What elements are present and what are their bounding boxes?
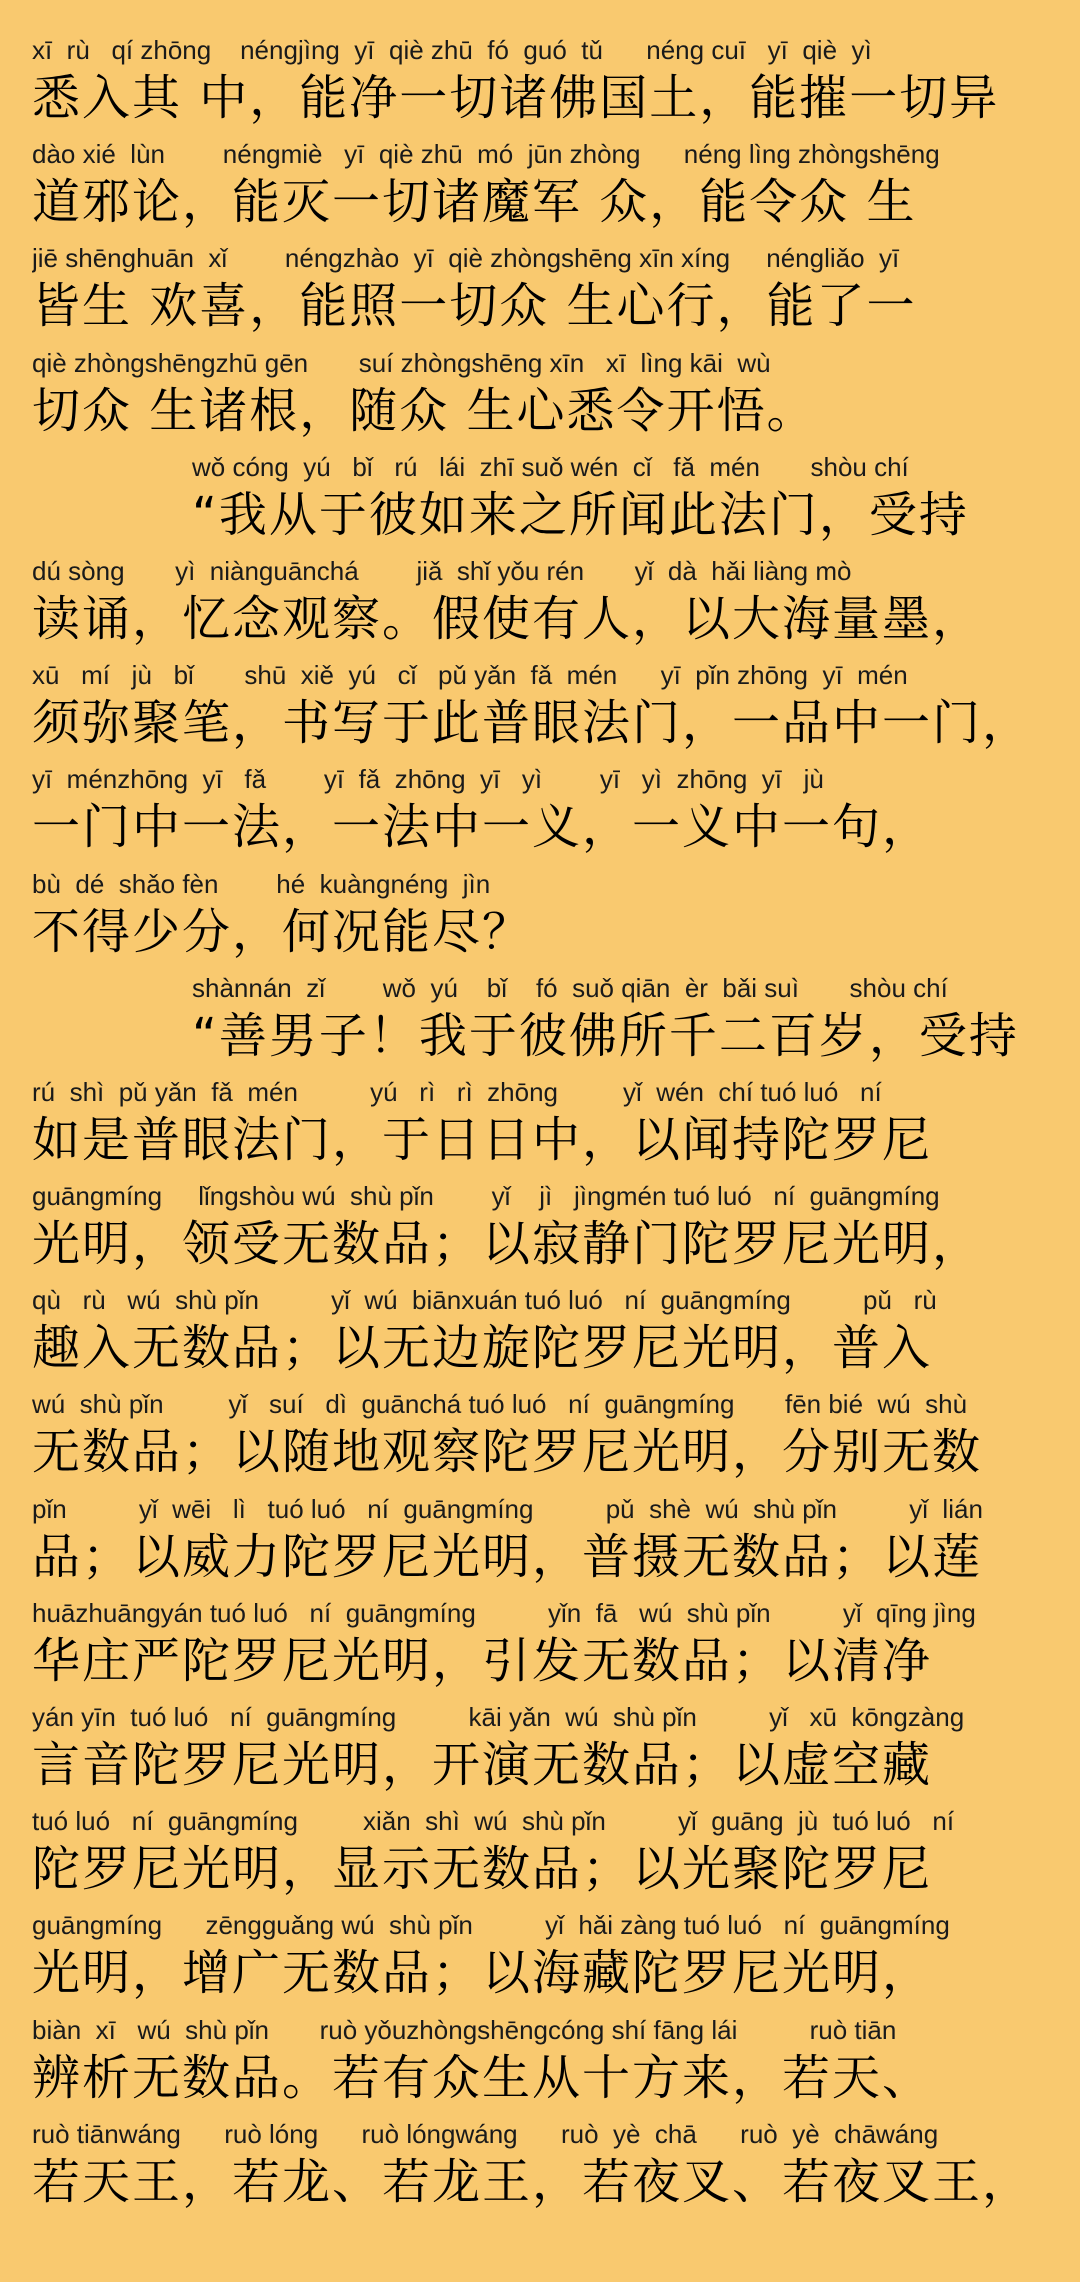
text-line-3 bbox=[32, 238, 1072, 342]
hanzi-row: 陀罗尼光明，显示无数品；以光聚陀罗尼 bbox=[32, 1841, 933, 1898]
text-line-8 bbox=[32, 759, 1072, 863]
pinyin-row: tuó luó ní guāngmíng xiǎn shì wú shù pǐn yǐ guāng jù tuó luó ní bbox=[32, 1806, 955, 1837]
text-line-18 bbox=[32, 1801, 1072, 1905]
hanzi-row: 须弥聚笔，书写于此普眼法门，一品中一门， bbox=[32, 695, 1033, 752]
pinyin-row: huāzhuāngyán tuó luó ní guāngmíng yǐn fā wú shù pǐn yǐ qīng jìng bbox=[32, 1597, 976, 1628]
hanzi-row: 读诵，忆念观察。假使有人，以大海量墨， bbox=[32, 590, 983, 647]
hanzi-row: 道邪论，能灭一切诸魔军 众，能令众 生 bbox=[32, 174, 917, 231]
pinyin-row: dú sòng yì niànguānchá jiǎ shǐ yǒu rén yǐ dà hǎi liàng mò bbox=[32, 555, 852, 586]
hanzi-row: 言音陀罗尼光明，开演无数品；以虚空藏 bbox=[32, 1737, 933, 1793]
text-line-21 bbox=[32, 2114, 1072, 2218]
pinyin-row: guāngmíng zēngguǎng wú shù pǐn yǐ hǎi zàng tuó luó ní guāngmíng bbox=[32, 1910, 950, 1941]
text-line-6 bbox=[32, 551, 1072, 655]
hanzi-row: 趣入无数品；以无边旋陀罗尼光明，普入 bbox=[32, 1320, 933, 1377]
pinyin-row: dào xié lùn néngmiè yī qiè zhū mó jūn zhòng néng lìng zhòngshēng bbox=[32, 139, 940, 170]
text-line-11 bbox=[32, 1072, 1072, 1176]
text-line-13 bbox=[32, 1280, 1072, 1384]
pinyin-row: guāngmíng lǐngshòu wú shù pǐn yǐ jì jìngmén tuó luó ní guāngmíng bbox=[32, 1181, 940, 1212]
pinyin-row: bù dé shǎo fèn hé kuàngnéng jìn bbox=[32, 868, 491, 899]
text-line-7 bbox=[32, 655, 1072, 759]
text-line-19 bbox=[32, 1905, 1072, 2009]
pinyin-row: qiè zhòngshēngzhū gēn suí zhòngshēng xīn xī lìng kāi wù bbox=[32, 347, 771, 378]
pinyin-row: wǒ cóng yú bǐ rú lái zhī suǒ wén cǐ fǎ mén shòu chí bbox=[192, 451, 909, 482]
text-line-9 bbox=[32, 864, 1072, 968]
text-line-16 bbox=[32, 1593, 1072, 1697]
hanzi-row: 一门中一法，一法中一义，一义中一句， bbox=[32, 799, 933, 856]
text-line-14 bbox=[32, 1384, 1072, 1488]
hanzi-row: 无数品；以随地观察陀罗尼光明，分别无数 bbox=[32, 1424, 983, 1481]
pinyin-row: xū mí jù bǐ shū xiě yú cǐ pǔ yǎn fǎ mén yī pǐn zhōng yī mén bbox=[32, 660, 908, 691]
pinyin-row: jiē shēnghuān xǐ néngzhào yī qiè zhòngshēng xīn xíng néngliǎo yī bbox=[32, 243, 900, 274]
hanzi-row: 切众 生诸根，随众 生心悉令开悟。 bbox=[32, 382, 817, 439]
text-line-20 bbox=[32, 2010, 1072, 2114]
hanzi-row: “善男子！我于彼佛所千二百岁，受持 bbox=[192, 1007, 1019, 1064]
text-line-15 bbox=[32, 1489, 1072, 1593]
text-line-17 bbox=[32, 1697, 1072, 1801]
pinyin-row: ruò tiānwáng ruò lóng ruò lóngwáng ruò yè chā ruò yè chāwáng bbox=[32, 2118, 939, 2149]
hanzi-row: 悉入其 中，能净一切诸佛国土，能摧一切异 bbox=[32, 70, 1000, 126]
text-line-1 bbox=[32, 30, 1072, 134]
text-line-4 bbox=[32, 343, 1072, 447]
pinyin-row: yī ménzhōng yī fǎ yī fǎ zhōng yī yì yī yì zhōng yī jù bbox=[32, 764, 824, 795]
hanzi-row: 若天王，若龙、若龙王，若夜叉、若夜叉王， bbox=[32, 2153, 1033, 2210]
pinyin-row: qù rù wú shù pǐn yǐ wú biānxuán tuó luó ní guāngmíng pǔ rù bbox=[32, 1285, 937, 1316]
pinyin-row: wú shù pǐn yǐ suí dì guānchá tuó luó ní guāngmíng fēn bié wú shù bbox=[32, 1389, 968, 1420]
hanzi-row: 光明，增广无数品；以海藏陀罗尼光明， bbox=[32, 1945, 933, 2002]
hanzi-row: 不得少分，何况能尽？ bbox=[32, 903, 533, 960]
pinyin-row: rú shì pǔ yǎn fǎ mén yú rì rì zhōng yǐ wén chí tuó luó ní bbox=[32, 1076, 882, 1107]
hanzi-row: 辨析无数品。若有众生从十方来，若天、 bbox=[32, 2049, 933, 2106]
hanzi-row: 品；以威力陀罗尼光明，普摄无数品；以莲 bbox=[32, 1528, 983, 1585]
hanzi-row: 如是普眼法门，于日日中，以闻持陀罗尼 bbox=[32, 1111, 933, 1168]
hanzi-row: “我从于彼如来之所闻此法门，受持 bbox=[192, 486, 969, 543]
text-line-12 bbox=[32, 1176, 1072, 1280]
hanzi-row: 皆生 欢喜，能照一切众 生心行，能了一 bbox=[32, 278, 917, 335]
text-line-10 bbox=[32, 968, 1072, 1072]
pinyin-row: xī rù qí zhōng néngjìng yī qiè zhū fó guó tǔ néng cuī yī qiè yì bbox=[32, 35, 872, 65]
pinyin-row: yán yīn tuó luó ní guāngmíng kāi yǎn wú shù pǐn yǐ xū kōngzàng bbox=[32, 1702, 965, 1732]
text-line-5 bbox=[32, 447, 1072, 551]
hanzi-row: 光明，领受无数品；以寂静门陀罗尼光明， bbox=[32, 1216, 983, 1273]
text-line-2 bbox=[32, 134, 1072, 238]
hanzi-row: 华庄严陀罗尼光明，引发无数品；以清净 bbox=[32, 1632, 933, 1689]
pinyin-row: biàn xī wú shù pǐn ruò yǒuzhòngshēngcóng shí fāng lái ruò tiān bbox=[32, 2014, 897, 2045]
pinyin-row: shànnán zǐ wǒ yú bǐ fó suǒ qiān èr bǎi suì shòu chí bbox=[192, 972, 948, 1003]
pinyin-row: pǐn yǐ wēi lì tuó luó ní guāngmíng pǔ shè wú shù pǐn yǐ lián bbox=[32, 1493, 983, 1524]
